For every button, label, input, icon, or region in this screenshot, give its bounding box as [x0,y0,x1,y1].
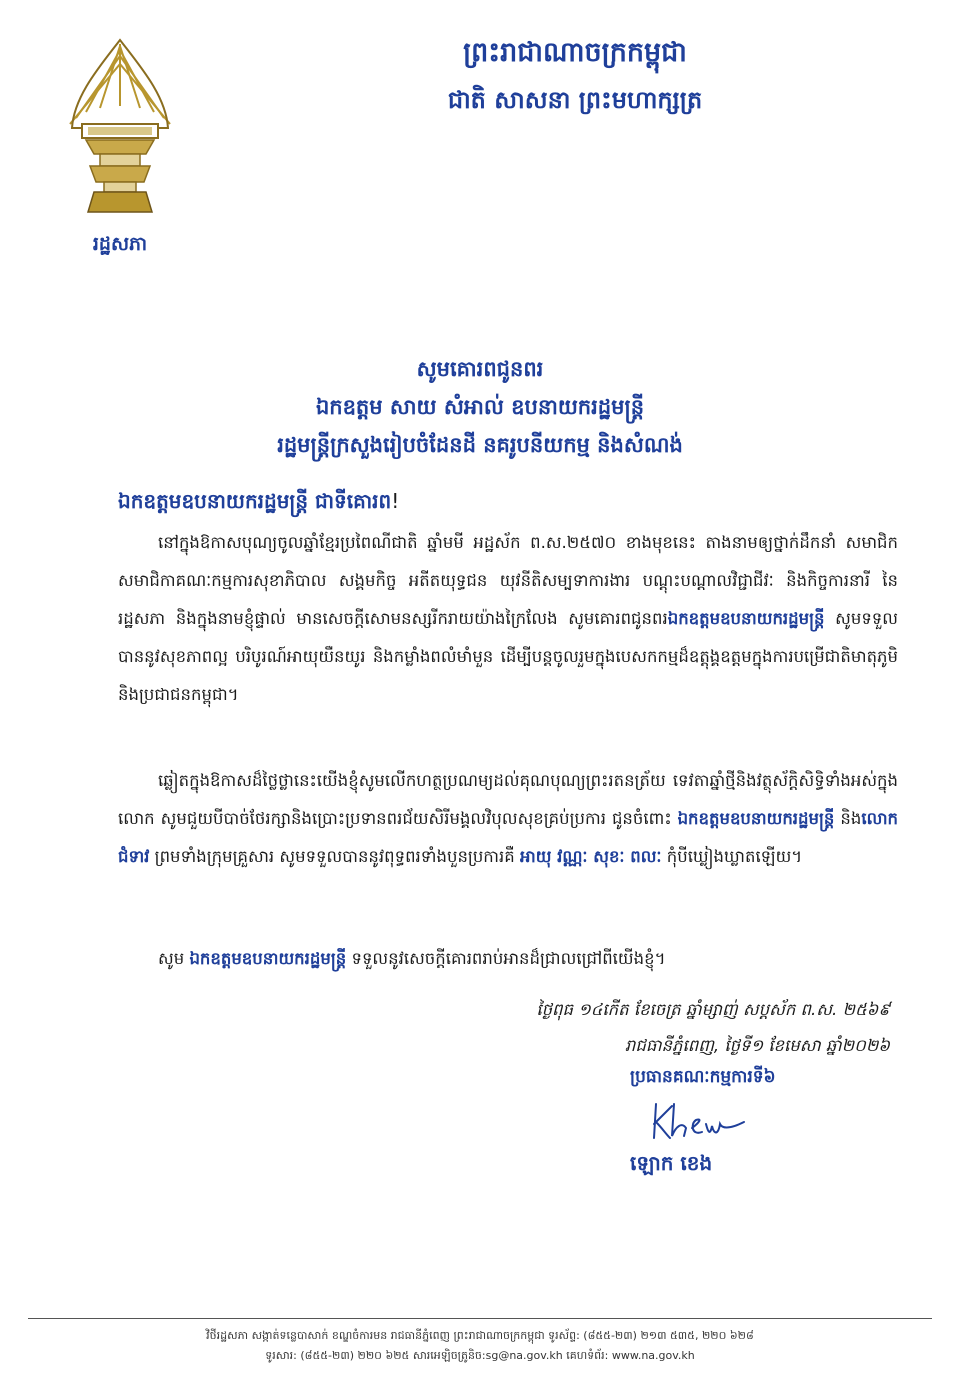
signer-title: ប្រធានគណៈកម្មការទី៦ [630,1067,776,1087]
signer-name: ឡោក ខេង [630,1151,713,1175]
salutation-mark: ! [391,489,400,513]
date-block [536,992,890,1064]
greeting-block [0,350,960,464]
p1-text-b: សូមទទួលបាននូវសុខភាពល្អ បរិបូរណ៍អាយុយឺនយូរ និងកម្លាំងពលំមាំមួន ដើម្បីបន្តចូលរួមក្នុងបេសកកម្មដ៏ឧត្តុង្គឧត្តមក្នុងការបម្រើជាតិមាតុភូមិ និងប្រជាជនកម្ពុជា។ [118,609,898,704]
p3-highlight: ឯកឧត្តមឧបនាយករដ្ឋមន្ត្រី [189,949,347,968]
kingdom-header [0,36,960,120]
p2-highlight-1: ឯកឧត្តមឧបនាយករដ្ឋមន្ត្រី [677,809,835,828]
greeting-line-3: រដ្ឋមន្ត្រីក្រសួងរៀបចំដែនដី នគរូបនីយកម្ម និងសំណង់ [277,433,683,457]
p2-text-mid: និង [834,809,862,828]
footer [0,1326,960,1366]
place-date: រាជធានីភ្នំពេញ, ថ្ងៃទី១ ខែមេសា ឆ្នាំ២០២៦ [624,1036,890,1055]
handwritten-signature [648,1098,778,1144]
p2-highlight-3: អាយុ វណ្ណៈ សុខៈ ពលៈ [519,847,662,866]
p1-highlight: ឯកឧត្តមឧបនាយករដ្ឋមន្ត្រី [667,609,825,628]
footer-contact: ទូរសារ: (៨៥៥-២៣) ២២០ ៦២៥ សារអេឡិចត្រូនិច:sg@na.gov.kh គេហទំព័រ: www.na.gov.kh [265,1349,695,1362]
institution-label: រដ្ឋសភា [92,233,148,255]
body-paragraph-3 [118,940,898,978]
body-paragraph-2 [118,762,898,876]
body-paragraph-1 [118,524,898,714]
salutation [118,488,399,518]
greeting-line-1: សូមគោរពជូនពរ [416,357,544,381]
p3-text-b: ទទួលនូវសេចក្ដីគោរពរាប់អានដ៏ជ្រាលជ្រៅពីយើងខ្ញុំ។ [346,949,666,968]
p1-text-a: នៅក្នុងឱកាសបុណ្យចូលឆ្នាំខ្មែរប្រពៃណីជាតិ ឆ្នាំមមី អដ្ឋស័ក ព.ស.២៥៧០ ខាងមុខនេះ តាងនាមឲ្យថ្នាក់ដឹកនាំ សមាជិក សមាជិកាគណៈកម្មការសុខាភិបាល សង្គមកិច្ច អតីតយុទ្ធជន យុវនីតិសម្បទាការងារ បណ្ដុះបណ្ដាលវិជ្ជាជីវៈ និងកិច្ចការនារី នៃរដ្ឋសភា និងក្នុងនាមខ្ញុំផ្ទាល់ មានសេចក្ដីសោមនស្សរីករាយយ៉ាងក្រៃលែង សូមគោរពជូនពរ [118,533,898,628]
p2-text-b: ព្រមទាំងក្រុមគ្រួសារ សូមទទួលបាននូវពុទ្ធពរទាំងបួនប្រការគឺ [149,847,520,866]
p2-text-c: កុំបីឃ្លៀងឃ្លាតឡើយ។ [661,847,803,866]
kingdom-title: ព្រះរាជាណាចក្រកម្ពុជា [463,37,687,68]
greeting-line-2: ឯកឧត្តម សាយ សំអាល់ ឧបនាយករដ្ឋមន្ត្រី [315,395,645,419]
p3-text-a: សូម [158,949,190,968]
p2-text-a: ឆ្លៀតក្នុងឱកាសដ៏ថ្លៃថ្លានេះយើងខ្ញុំសូមលើកហត្ថប្រណម្យដល់គុណបុណ្យព្រះរតនត្រ័យ ទេវតាឆ្នាំថ្មីនិងវត្ថុស័ក្ដិសិទ្ធិទាំងអស់ក្នុងលោក សូមជួយបីបាច់ថែរក្សានិងប្រោះប្រទានពរជ័យសិរីមង្គលវិបុលសុខគ្រប់ប្រការ ជូនចំពោះ [118,771,898,828]
footer-address: វិថីរដ្ឋសភា សង្កាត់ទន្លេបាសាក់ ខណ្ឌចំការមន រាជធានីភ្នំពេញ ព្រះរាជាណាចក្រកម្ពុជា ទូរស័ព្ទ: (៨៥៥-២៣) ២១៣ ៥៣៥, ២២០ ៦២៨ [206,1329,754,1342]
footer-divider [28,1318,932,1319]
salutation-title: ឯកឧត្តមឧបនាយករដ្ឋមន្ត្រី ជាទីគោរព [118,489,392,513]
p2-highlight-2: លោកជំទាវ [118,809,898,866]
national-motto: ជាតិ សាសនា ព្រះមហាក្សត្រ [447,86,703,114]
lunar-date: ថ្ងៃពុធ ១៤កើត ខែចេត្រ ឆ្នាំម្សាញ់ សប្តស័ក ព.ស. ២៥៦៩ [536,1000,890,1019]
